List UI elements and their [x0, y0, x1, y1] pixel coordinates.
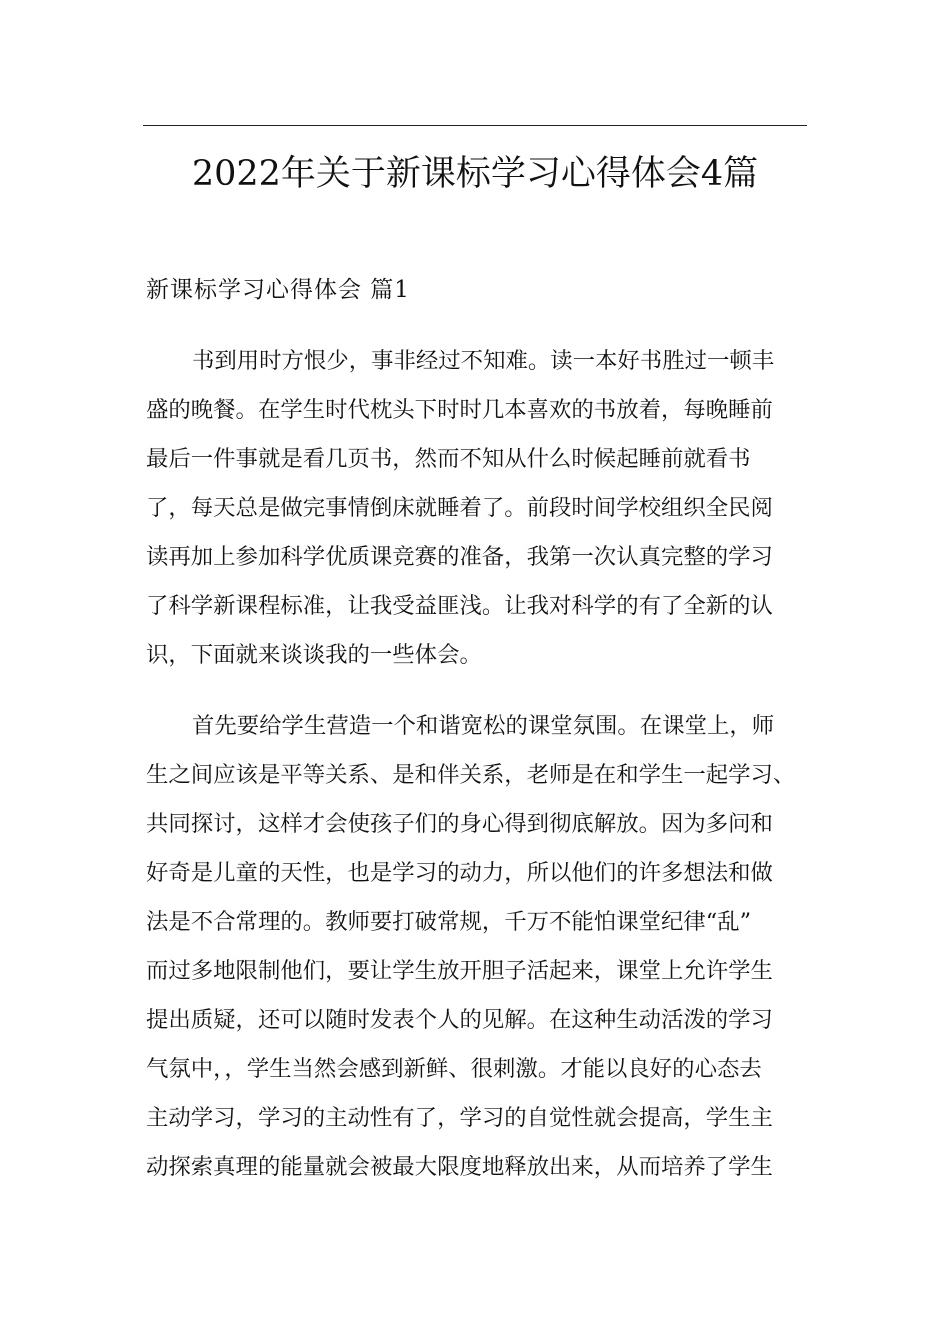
- paragraph2-line: 动探索真理的能量就会被最大限度地释放出来，从而培养了学生: [146, 1154, 773, 1180]
- paragraph2-line: 提出质疑，还可以随时发表个人的见解。在这种生动活泼的学习: [146, 1007, 773, 1033]
- paragraph2-line: 气氛中，，学生当然会感到新鲜、很刺激。才能以良好的心态去: [146, 1056, 762, 1082]
- paragraph1-line: 盛的晚餐。在学生时代枕头下时时几本喜欢的书放着，每晚睡前: [146, 397, 773, 423]
- paragraph1-line: 书到用时方恨少，事非经过不知难。读一本好书胜过一顿丰: [192, 348, 775, 374]
- paragraph2-line: 首先要给学生营造一个和谐宽松的课堂氛围。在课堂上，师: [192, 713, 775, 739]
- paragraph2-line: 生之间应该是平等关系、是和伴关系，老师是在和学生一起学习、: [146, 762, 796, 788]
- paragraph1-line: 识，下面就来谈谈我的一些体会。: [146, 642, 482, 668]
- paragraph2-line: 主动学习，学习的主动性有了，学习的自觉性就会提高，学生主: [146, 1105, 773, 1131]
- section-heading: 新课标学习心得体会 篇1: [146, 277, 410, 303]
- paragraph1-line: 最后一件事就是看几页书，然而不知从什么时候起睡前就看书: [146, 446, 751, 472]
- paragraph2-line: 好奇是儿童的天性，也是学习的动力，所以他们的许多想法和做: [146, 860, 773, 886]
- paragraph1-line: 读再加上参加科学优质课竞赛的准备，我第一次认真完整的学习: [146, 544, 773, 570]
- paragraph2-line: 法是不合常理的。教师要打破常规，千万不能怕课堂纪律“乱”: [146, 909, 752, 935]
- document-title: 2022年关于新课标学习心得体会4篇: [191, 154, 759, 194]
- paragraph2-line: 而过多地限制他们，要让学生放开胆子活起来，课堂上允许学生: [146, 958, 773, 984]
- paragraph2-line: 共同探讨，这样才会使孩子们的身心得到彻底解放。因为多问和: [146, 811, 773, 837]
- paragraph1-line: 了科学新课程标准，让我受益匪浅。让我对科学的有了全新的认: [146, 593, 773, 619]
- paragraph1-line: 了，每天总是做完事情倒床就睡着了。前段时间学校组织全民阅: [146, 495, 773, 521]
- header-rule: [143, 125, 807, 126]
